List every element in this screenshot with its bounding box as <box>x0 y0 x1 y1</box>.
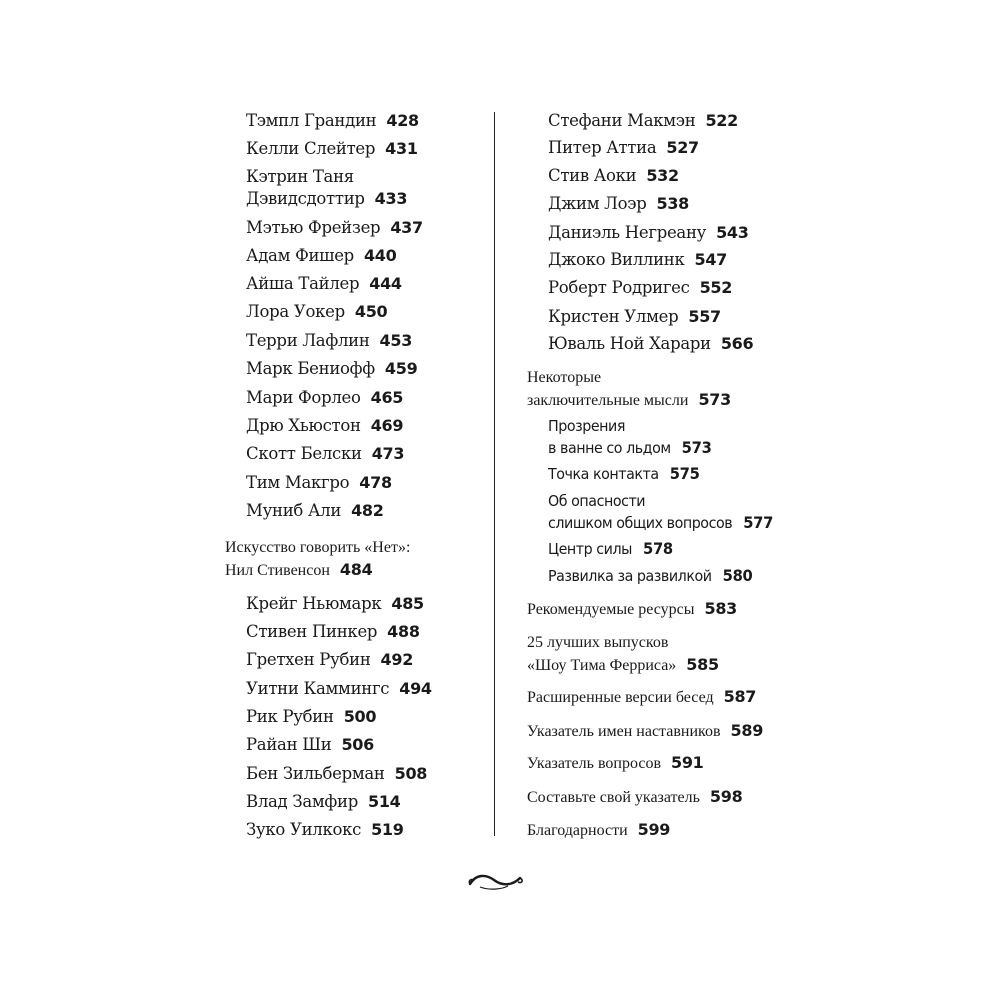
toc-entry[interactable] <box>246 138 418 160</box>
toc-entry-title: Рик Рубин <box>246 707 334 726</box>
toc-entry-title: Стив Аоки <box>548 166 637 185</box>
toc-entry[interactable] <box>246 678 432 700</box>
toc-entry[interactable] <box>527 367 731 412</box>
toc-entry-title: Мари Форлео <box>246 388 361 407</box>
toc-entry-page-number: 522 <box>705 111 738 130</box>
toc-entry-title: Райан Ши <box>246 735 332 754</box>
toc-entry[interactable] <box>246 706 376 728</box>
toc-entry-page-number: 500 <box>343 707 377 726</box>
toc-entry-title: Юваль Ной Харари <box>548 334 711 353</box>
toc-entry[interactable] <box>246 791 400 813</box>
toc-entry-title: Скотт Белски <box>246 444 362 463</box>
toc-entry-page-number: 488 <box>387 622 420 641</box>
toc-entry-title-line <box>527 654 719 677</box>
toc-entry-page-number: 440 <box>363 246 397 265</box>
toc-entry-title-line <box>246 472 392 494</box>
toc-entry[interactable] <box>246 166 407 210</box>
toc-entry-title-line <box>527 786 742 809</box>
toc-entry-title-line <box>548 512 773 534</box>
toc-entry-title: Некоторые <box>527 369 602 386</box>
toc-entry-title: Стивен Пинкер <box>246 622 378 641</box>
toc-entry-title: Искусство говорить «Нет»: <box>225 539 411 556</box>
toc-entry[interactable] <box>548 222 749 244</box>
toc-entry[interactable] <box>548 249 727 271</box>
toc-entry-title-line <box>527 367 731 389</box>
toc-entry-title-line <box>527 819 670 842</box>
toc-entry[interactable] <box>246 301 387 323</box>
toc-entry-title-line <box>548 222 749 244</box>
toc-entry-title-line <box>548 463 700 485</box>
toc-entry-page-number: 532 <box>646 166 679 185</box>
toc-entry[interactable] <box>246 110 419 132</box>
toc-entry-title: Развилка за развилкой <box>548 567 712 585</box>
toc-entry-title-line <box>246 138 418 160</box>
toc-entry-page-number: 519 <box>371 820 404 839</box>
toc-entry[interactable] <box>246 273 402 295</box>
toc-entry-title: Благодарности <box>527 822 628 839</box>
toc-entry[interactable] <box>246 734 374 756</box>
toc-entry[interactable] <box>246 358 417 380</box>
column-divider <box>494 112 495 836</box>
toc-entry-title: Дрю Хьюстон <box>246 416 361 435</box>
toc-entry-title-line <box>246 110 419 132</box>
toc-entry-page-number: 547 <box>694 250 728 269</box>
toc-entry-title: Точка контакта <box>548 465 659 483</box>
toc-entry-page-number: 583 <box>704 599 737 618</box>
toc-entry-title: Тим Макгро <box>246 473 350 492</box>
toc-entry[interactable] <box>548 565 752 587</box>
toc-entry[interactable] <box>246 649 413 671</box>
toc-entry-title: Уитни Каммингс <box>246 679 390 698</box>
toc-entry[interactable] <box>548 538 673 560</box>
toc-entry-title-line <box>527 389 731 412</box>
toc-entry-title: Мэтью Фрейзер <box>246 218 381 237</box>
toc-entry-page-number: 578 <box>642 539 673 558</box>
toc-entry-title: Терри Лафлин <box>246 331 370 350</box>
toc-entry[interactable] <box>246 443 404 465</box>
toc-entry-page-number: 573 <box>698 390 731 409</box>
toc-entry[interactable] <box>246 593 424 615</box>
toc-entry-title: Центр силы <box>548 540 632 558</box>
toc-entry-title-line <box>246 763 427 785</box>
toc-entry-title: Лора Уокер <box>246 302 345 321</box>
toc-entry-page-number: 485 <box>391 594 424 613</box>
toc-entry[interactable] <box>246 330 412 352</box>
toc-entry-page-number: 433 <box>374 189 408 208</box>
toc-entry-page-number: 508 <box>394 764 428 783</box>
toc-entry[interactable] <box>548 333 753 355</box>
toc-entry-title-line <box>225 537 410 559</box>
toc-entry-title-line <box>246 273 402 295</box>
toc-entry[interactable] <box>246 472 392 494</box>
toc-entry-title-line <box>246 415 403 437</box>
toc-entry[interactable] <box>246 819 404 841</box>
toc-entry-title: Стефани Макмэн <box>548 111 696 130</box>
toc-entry[interactable] <box>527 686 756 709</box>
toc-entry-page-number: 587 <box>723 687 757 706</box>
toc-entry[interactable] <box>527 752 704 775</box>
toc-entry-title-line <box>527 686 756 709</box>
toc-entry[interactable] <box>548 277 732 299</box>
toc-entry-title: Указатель вопросов <box>527 755 661 772</box>
toc-entry-title-line <box>548 306 721 328</box>
ornament-flourish-icon <box>466 870 526 892</box>
toc-entry-page-number: 450 <box>354 302 388 321</box>
toc-entry[interactable] <box>246 500 384 522</box>
toc-entry-page-number: 437 <box>390 218 423 237</box>
toc-entry-title: в ванне со льдом <box>548 439 671 457</box>
toc-entry[interactable] <box>246 415 403 437</box>
toc-entry-title-line <box>548 165 679 187</box>
toc-entry-title: «Шоу Тима Ферриса» <box>527 657 677 674</box>
toc-entry-page-number: 585 <box>686 655 719 674</box>
toc-entry-title: Келли Слейтер <box>246 139 376 158</box>
toc-entry-title-line <box>246 443 404 465</box>
toc-entry-page-number: 599 <box>637 820 671 839</box>
toc-entry-title: 25 лучших выпусков <box>527 634 669 651</box>
toc-entry-title: Даниэль Негреану <box>548 223 707 242</box>
toc-entry-title: Муниб Али <box>246 501 342 520</box>
toc-entry-title-line <box>548 437 712 459</box>
toc-entry-title-line <box>548 565 752 587</box>
toc-entry-title-line <box>548 277 732 299</box>
toc-entry-title: Кристен Улмер <box>548 307 679 326</box>
toc-entry-title-line <box>246 301 387 323</box>
toc-entry[interactable] <box>548 110 738 132</box>
toc-entry-page-number: 527 <box>666 138 699 157</box>
toc-entry-page-number: 566 <box>720 334 754 353</box>
toc-entry-title-line <box>527 632 719 654</box>
toc-entry-page-number: 444 <box>369 274 402 293</box>
toc-entry[interactable] <box>548 415 712 459</box>
toc-entry[interactable] <box>527 786 742 809</box>
toc-entry-title-line <box>246 706 376 728</box>
toc-entry-title-line <box>246 593 424 615</box>
toc-entry-page-number: 580 <box>722 566 753 585</box>
toc-entry-title: слишком общих вопросов <box>548 514 733 532</box>
toc-entry-page-number: 552 <box>699 278 733 297</box>
toc-entry-title-line <box>246 819 404 841</box>
toc-entry[interactable] <box>527 819 670 842</box>
toc-entry-page-number: 453 <box>379 331 413 350</box>
toc-entry-title-line <box>548 110 738 132</box>
toc-entry-title: Тэмпл Грандин <box>246 111 377 130</box>
toc-entry-title-line <box>548 249 727 271</box>
toc-entry-page-number: 577 <box>743 513 774 532</box>
toc-entry-title-line <box>246 678 432 700</box>
toc-entry-title-line <box>548 333 753 355</box>
toc-entry[interactable] <box>527 598 737 621</box>
toc-entry-title: Айша Тайлер <box>246 274 360 293</box>
toc-entry-page-number: 543 <box>716 223 749 242</box>
toc-entry-page-number: 469 <box>370 416 404 435</box>
toc-entry-page-number: 478 <box>359 473 392 492</box>
toc-entry-page-number: 465 <box>370 388 404 407</box>
toc-entry-title-line <box>246 188 407 210</box>
toc-entry-title: Зуко Уилкокс <box>246 820 362 839</box>
toc-entry[interactable] <box>225 537 410 582</box>
toc-entry[interactable] <box>527 720 763 743</box>
toc-entry-title-line <box>548 490 773 512</box>
toc-entry-page-number: 557 <box>688 307 721 326</box>
toc-entry-title-line <box>246 217 423 239</box>
toc-entry-page-number: 484 <box>339 560 373 579</box>
toc-entry-title-line <box>246 330 412 352</box>
toc-entry-title: Джим Лоэр <box>548 194 647 213</box>
toc-entry[interactable] <box>246 621 420 643</box>
toc-entry-title: Рекомендуемые ресурсы <box>527 601 695 618</box>
toc-entry-page-number: 506 <box>341 735 374 754</box>
toc-entry-page-number: 494 <box>399 679 432 698</box>
toc-entry-title-line <box>246 649 413 671</box>
toc-entry[interactable] <box>246 387 403 409</box>
toc-entry[interactable] <box>548 306 721 328</box>
toc-entry-title-line <box>246 621 420 643</box>
toc-entry-page-number: 589 <box>730 721 764 740</box>
toc-entry-title: Нил Стивенсон <box>225 562 330 579</box>
toc-entry[interactable] <box>548 137 699 159</box>
toc-entry-title-line <box>246 166 407 188</box>
toc-entry-page-number: 473 <box>371 444 405 463</box>
toc-entry-title-line <box>246 500 384 522</box>
toc-entry-page-number: 428 <box>386 111 419 130</box>
toc-entry-page-number: 459 <box>384 359 418 378</box>
toc-entry-title: Кэтрин Таня <box>246 167 354 186</box>
toc-entry[interactable] <box>246 217 423 239</box>
toc-entry-page-number: 482 <box>351 501 384 520</box>
toc-entry-title-line <box>548 137 699 159</box>
toc-entry-title: Прозрения <box>548 417 625 435</box>
toc-entry-title: Об опасности <box>548 492 646 510</box>
toc-entry[interactable] <box>527 632 719 677</box>
toc-entry-title: Крейг Ньюмарк <box>246 594 382 613</box>
toc-entry-page-number: 492 <box>380 650 414 669</box>
toc-entry-title: Дэвидсдоттир <box>246 189 365 208</box>
toc-entry-title-line <box>548 538 673 560</box>
toc-entry-title: Бен Зильберман <box>246 764 385 783</box>
toc-entry-page-number: 514 <box>367 792 401 811</box>
toc-entry-title-line <box>246 791 400 813</box>
toc-entry-page-number: 431 <box>385 139 418 158</box>
toc-entry[interactable] <box>246 245 396 267</box>
toc-entry-title: Адам Фишер <box>246 246 354 265</box>
toc-entry-title: Питер Аттиа <box>548 138 657 157</box>
toc-entry-title-line <box>527 720 763 743</box>
toc-entry-page-number: 573 <box>681 438 712 457</box>
toc-entry-page-number: 538 <box>656 194 689 213</box>
toc-entry-title: Влад Замфир <box>246 792 358 811</box>
toc-entry-title: заключительные мысли <box>527 392 689 409</box>
toc-entry-title-line <box>246 358 417 380</box>
toc-entry-title-line <box>246 245 396 267</box>
toc-entry[interactable] <box>548 490 773 534</box>
toc-entry-title-line <box>246 734 374 756</box>
toc-entry-title: Гретхен Рубин <box>246 650 371 669</box>
toc-entry-page-number: 575 <box>669 464 700 483</box>
toc-entry-page-number: 598 <box>709 787 743 806</box>
toc-entry-title-line <box>527 598 737 621</box>
toc-entry-title-line <box>246 387 403 409</box>
toc-entry[interactable] <box>246 763 427 785</box>
toc-entry[interactable] <box>548 463 700 485</box>
toc-entry-title: Джоко Виллинк <box>548 250 685 269</box>
toc-entry[interactable] <box>548 193 689 215</box>
toc-entry-title-line <box>527 752 704 775</box>
toc-entry-page-number: 591 <box>671 753 704 772</box>
toc-entry-title-line <box>548 193 689 215</box>
toc-entry-title-line <box>225 559 410 582</box>
toc-entry[interactable] <box>548 165 679 187</box>
toc-entry-title-line <box>548 415 712 437</box>
toc-entry-title: Указатель имен наставников <box>527 723 721 740</box>
toc-entry-title: Роберт Родригес <box>548 278 690 297</box>
toc-entry-title: Расширенные версии бесед <box>527 689 714 706</box>
toc-entry-title: Марк Бениофф <box>246 359 375 378</box>
toc-entry-title: Составьте свой указатель <box>527 789 700 806</box>
